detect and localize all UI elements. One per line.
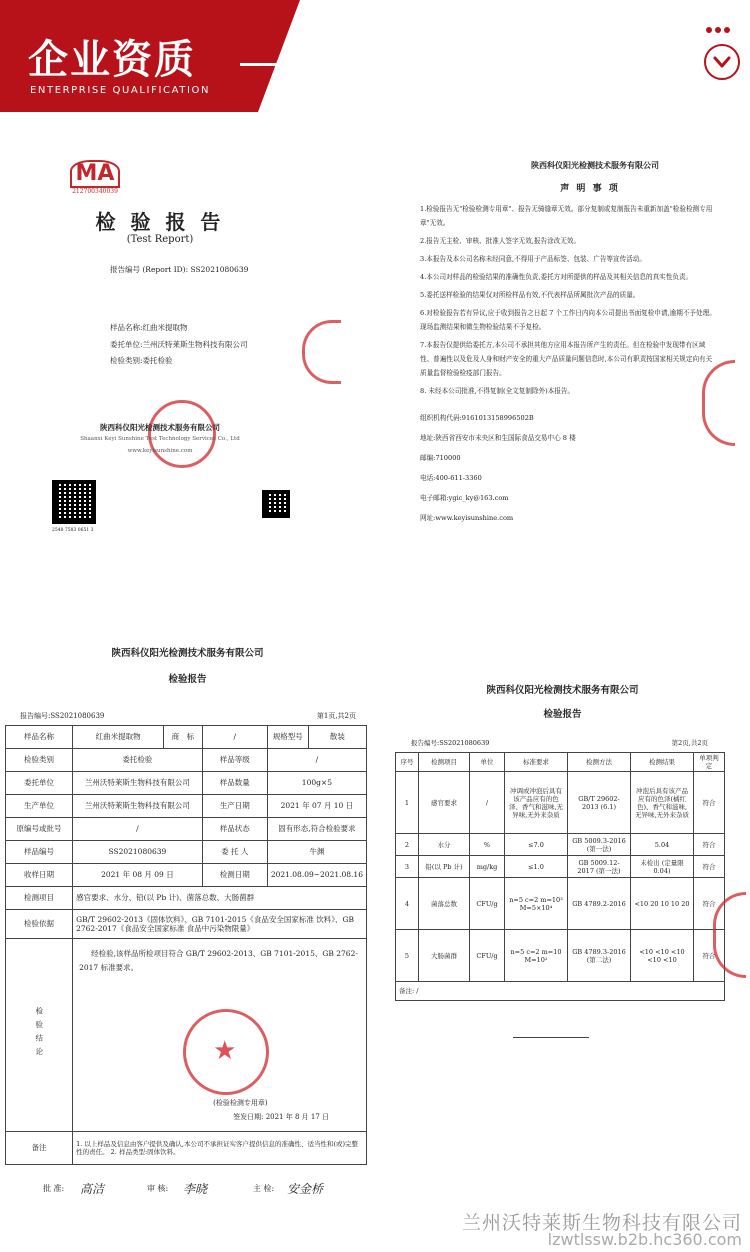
footer-watermark: [0, 1200, 750, 1252]
report2-table: [395, 752, 725, 1001]
seal-caption: (检验检测专用章): [213, 1099, 268, 1107]
report1-page: 第1页,共2页: [316, 712, 356, 720]
table-cell: ≤7.0: [505, 834, 568, 856]
table-cell: 3: [396, 856, 419, 878]
table-row: [396, 982, 725, 1001]
table-row: [396, 930, 725, 982]
cover-sample-name: 样品名称:红曲米提取物: [110, 323, 188, 332]
table-cell: mg/kg: [470, 856, 505, 878]
table-row: [396, 878, 725, 930]
report1-org: 陕西科仪阳光检测技术服务有限公司: [111, 648, 264, 659]
cover-org-web: www.keyisunshine.com: [127, 448, 193, 454]
table-cell: 兰州沃特莱斯生物科技有限公司: [73, 795, 203, 818]
table-cell: 样品编号: [6, 841, 73, 864]
table-cell: 1. 以上样品及信息由客户提供及确认,本公司不承担证实客户提供信息的准确性、适当性和(或)完整性的责任。 2. 样品类型:固体饮料。: [73, 1132, 367, 1165]
table-cell: 符合: [694, 834, 725, 856]
table-cell: 符合: [694, 878, 725, 930]
table-cell: 备注: /: [396, 982, 725, 1001]
table-cell: 2021 年 07 月 10 日: [267, 795, 366, 818]
chevron-down-icon[interactable]: [704, 44, 740, 80]
contact-website: 网址:www.keyisunshine.com: [420, 514, 514, 522]
table-cell: n=5 c=2 m=10 M=10²: [505, 930, 568, 982]
table-cell: 100g×5: [267, 772, 366, 795]
report-page-1: [5, 645, 370, 1196]
table-cell: 大肠菌群: [419, 930, 470, 982]
statement-item: 4.本公司对样品的检验结果的准确性负责,委托方对所提供的样品及其相关信息的真实性负责。: [420, 273, 693, 281]
table-cell: 5.04: [631, 834, 694, 856]
qr-code-small: [262, 490, 290, 518]
report1-table: [5, 725, 367, 1165]
table-cell: 样品数量: [202, 772, 267, 795]
table-cell: 检验类别: [6, 749, 73, 772]
statement-list: [420, 202, 730, 398]
table-cell: /: [267, 749, 366, 772]
footer-company: 兰州沃特莱斯生物科技有限公司: [461, 1212, 742, 1234]
table-cell: 感官要求: [419, 772, 470, 834]
table-cell: CFU/g: [470, 878, 505, 930]
table-cell: GB 5009.3-2016 (第一法): [568, 834, 631, 856]
table-cell: 原编号或批号: [6, 818, 73, 841]
cover-client: 委托单位:兰州沃特莱斯生物科技有限公司: [110, 340, 248, 349]
column-header: 检测方法: [568, 753, 631, 772]
issue-date: 签发日期: 2021 年 8 月 17 日: [233, 1113, 329, 1121]
table-header-row: [396, 753, 725, 772]
table-cell: 铅(以 Pb 计): [419, 856, 470, 878]
statement-title: 声 明 事 项: [560, 184, 620, 194]
statement-item: 7.本报告仅提供给委托方,本公司不承担其他方应用本报告所产生的责任。但在检验中发现带有区域性、普遍性以及危及人身和财产安全的重大产品质量问题信息时,本公司有职责按国家相关规定向有关质量监督检验检疫部门报告。: [420, 341, 713, 377]
table-row: [6, 749, 367, 772]
cover-title-en: (Test Report): [126, 234, 194, 245]
header-subtitle: ENTERPRISE QUALIFICATION: [30, 85, 211, 96]
table-cell: 固有形态,符合检验要求: [267, 818, 366, 841]
table-cell: 样品等级: [202, 749, 267, 772]
conclusion-text: 经检验,该样品所检项目符合 GB/T 29602-2013、GB 7101-2015、GB 2762-2017 标准要求。: [79, 949, 358, 972]
table-cell: 收样日期: [6, 864, 73, 887]
footer-url: lzwtlssw.b2b.hc360.com: [547, 1230, 742, 1249]
header-banner: [0, 0, 750, 112]
table-cell: 委托单位: [6, 772, 73, 795]
table-cell: GB 4789.3-2016 (第二法): [568, 930, 631, 982]
table-cell: 规格型号: [267, 726, 308, 749]
conclusion-cell: [73, 939, 367, 1132]
table-cell: 备注: [6, 1132, 73, 1165]
table-cell: 样品状态: [202, 818, 267, 841]
table-cell: 2021.08.09~2021.08.16: [267, 864, 366, 887]
cover-org-cn: 陕西科仪阳光检测技术服务有限公司: [100, 423, 220, 432]
table-cell: 检测日期: [202, 864, 267, 887]
table-cell: 菌落总数: [419, 878, 470, 930]
cma-logo: [70, 160, 120, 195]
statement-page: [420, 160, 730, 590]
table-cell: 检验依据: [6, 910, 73, 939]
column-header: 检测项目: [419, 753, 470, 772]
statement-item: 8. 未经本公司批准,不得复制(全文复制除外)本报告。: [420, 387, 575, 395]
table-cell: 商 标: [164, 726, 203, 749]
statement-org: 陕西科仪阳光检测技术服务有限公司: [531, 160, 659, 170]
table-cell: 兰州沃特莱斯生物科技有限公司: [73, 772, 203, 795]
table-cell: GB/T 29602-2013《固体饮料》、GB 7101-2015《食品安全国家标准 饮料》、GB 2762-2017《食品安全国家标准 食品中污染物限量》: [73, 910, 367, 939]
table-cell: GB/T 29602-2013 (6.1): [568, 772, 631, 834]
table-cell: 水分: [419, 834, 470, 856]
table-cell: 冲泡后具有该产品应有的色泽(橘红色)、香气和滋味,无异味,无外来杂质: [631, 772, 694, 834]
table-row: [6, 939, 367, 1132]
table-cell: [6, 939, 73, 1132]
table-row: [6, 910, 367, 939]
table-cell: 红曲米提取物: [73, 726, 164, 749]
table-cell: 符合: [694, 930, 725, 982]
statement-item: 3.本报告及本公司名称未经同意,不得用于产品标签、包装、广告等宣传活动。: [420, 255, 646, 263]
qr-code: [52, 480, 96, 524]
table-cell: n=5 c=2 m=10³ M=5×10⁴: [505, 878, 568, 930]
cover-org-en: Shaanxi Keyi Sunshine Test Technology Services Co., Ltd: [80, 436, 240, 442]
table-cell: %: [470, 834, 505, 856]
review-label: 审 核:: [147, 1184, 169, 1193]
table-row: [6, 887, 367, 910]
statement-item: 1.检验报告无"检验检测专用章"、报告无骑缝章无效。部分复制或复制报告未重新加盖"检验检测专用章"无效。: [420, 205, 713, 227]
statement-item: 2.报告无主检、审核、批准人签字无效,报告涂改无效。: [420, 237, 581, 245]
column-header: 标准要求: [505, 753, 568, 772]
report2-title: 检验报告: [543, 709, 582, 720]
table-cell: 感官要求、水分、铅(以 Pb 计)、菌落总数、大肠菌群: [73, 887, 367, 910]
cover-report-id: 报告编号 (Report ID): SS2021080639: [110, 265, 249, 274]
table-cell: 5: [396, 930, 419, 982]
table-cell: GB 4789.2-2016: [568, 878, 631, 930]
approve-label: 批 准:: [43, 1184, 65, 1193]
column-header: 序号: [396, 753, 419, 772]
table-row: [6, 818, 367, 841]
table-cell: 符合: [694, 856, 725, 878]
official-seal: [148, 400, 216, 468]
statement-item: 5.委托送样检验的结果仅对所检样品有效,不代表样品所属批次产品的质量。: [420, 291, 640, 299]
table-cell: 未检出 (定量限 0.04): [631, 856, 694, 878]
table-cell: 样品名称: [6, 726, 73, 749]
table-cell: <10 20 10 10 20: [631, 878, 694, 930]
table-cell: 牛渊: [267, 841, 366, 864]
contact-email: 电子邮箱:ygic_ky@163.com: [420, 494, 509, 502]
seal-star-icon: ★: [213, 1036, 237, 1066]
divider: [513, 1037, 589, 1038]
cover-title: 检 验 报 告: [95, 210, 225, 234]
table-cell: 散装: [308, 726, 366, 749]
report1-title: 检验报告: [168, 674, 207, 685]
table-cell: 符合: [694, 772, 725, 834]
contact-address: 地址:陕西省西安市未央区和生国际食品交易中心 8 楼: [420, 434, 576, 442]
table-cell: GB 5009.12-2017 (第一法): [568, 856, 631, 878]
cma-number: 212700340039: [72, 188, 118, 195]
column-header: 单位: [470, 753, 505, 772]
table-row: [6, 841, 367, 864]
table-row: [6, 864, 367, 887]
seam-seal: [302, 320, 341, 384]
table-cell: /: [202, 726, 267, 749]
table-cell: 委托检验: [73, 749, 203, 772]
table-cell: <10 <10 <10 <10 <10: [631, 930, 694, 982]
table-cell: ≤1.0: [505, 856, 568, 878]
contact-phone: 电话:400-611-3360: [420, 474, 482, 482]
dots-icon: [706, 18, 736, 26]
table-cell: 冲调或冲泡后具有该产品应有的色泽、香气和滋味,无异味,无外来杂质: [505, 772, 568, 834]
table-cell: 委 托 人: [202, 841, 267, 864]
report2-page: 第2页,共2页: [671, 739, 708, 747]
inspector-signature-icon: 安金桥: [287, 1182, 324, 1196]
table-row: [396, 856, 725, 878]
table-cell: 生产单位: [6, 795, 73, 818]
table-cell: 2021 年 08 月 09 日: [73, 864, 203, 887]
approve-signature-icon: 高洁: [80, 1182, 105, 1196]
table-row: [396, 834, 725, 856]
table-cell: /: [73, 818, 203, 841]
column-header: 检测结果: [631, 753, 694, 772]
report2-id: 报告编号:SS2021080639: [411, 739, 490, 747]
conclusion-label: 检验结论: [34, 1006, 44, 1061]
header-dash: [240, 63, 276, 66]
review-signature-icon: 李晓: [183, 1182, 208, 1196]
table-cell: 4: [396, 878, 419, 930]
table-row: [6, 772, 367, 795]
report1-id: 报告编号:SS2021080639: [20, 712, 105, 720]
table-cell: 1: [396, 772, 419, 834]
report-cover: [40, 150, 330, 590]
table-row: [6, 1132, 367, 1165]
table-cell: /: [470, 772, 505, 834]
statement-contacts: [420, 408, 730, 528]
report-page-2: [395, 682, 730, 1012]
table-row: [6, 795, 367, 818]
contact-postcode: 邮编:710000: [420, 454, 461, 462]
qr-number: 2548 7583 0651 3: [52, 528, 94, 533]
statement-item: 6.对检验报告若有异议,应于收到报告之日起 7 个工作日内向本公司提出书面复检申请,逾期不予处理。现场监测结果和微生物检验结果不予复检。: [420, 309, 716, 331]
table-cell: 生产日期: [202, 795, 267, 818]
header-title: 企业资质: [28, 37, 196, 83]
contact-code: 组织机构代码:9161013158996502B: [420, 414, 534, 422]
table-cell: 2: [396, 834, 419, 856]
table-cell: SS2021080639: [73, 841, 203, 864]
cma-logo-text: MA: [70, 160, 120, 188]
table-row: [396, 772, 725, 834]
table-cell: 检测项目: [6, 887, 73, 910]
cover-test-type: 检验类别:委托检验: [110, 356, 173, 365]
table-row: [6, 726, 367, 749]
column-header: 单项判定: [694, 753, 725, 772]
inspector-label: 主 检:: [253, 1184, 275, 1193]
table-cell: CFU/g: [470, 930, 505, 982]
report2-org: 陕西科仪阳光检测技术服务有限公司: [486, 685, 639, 696]
